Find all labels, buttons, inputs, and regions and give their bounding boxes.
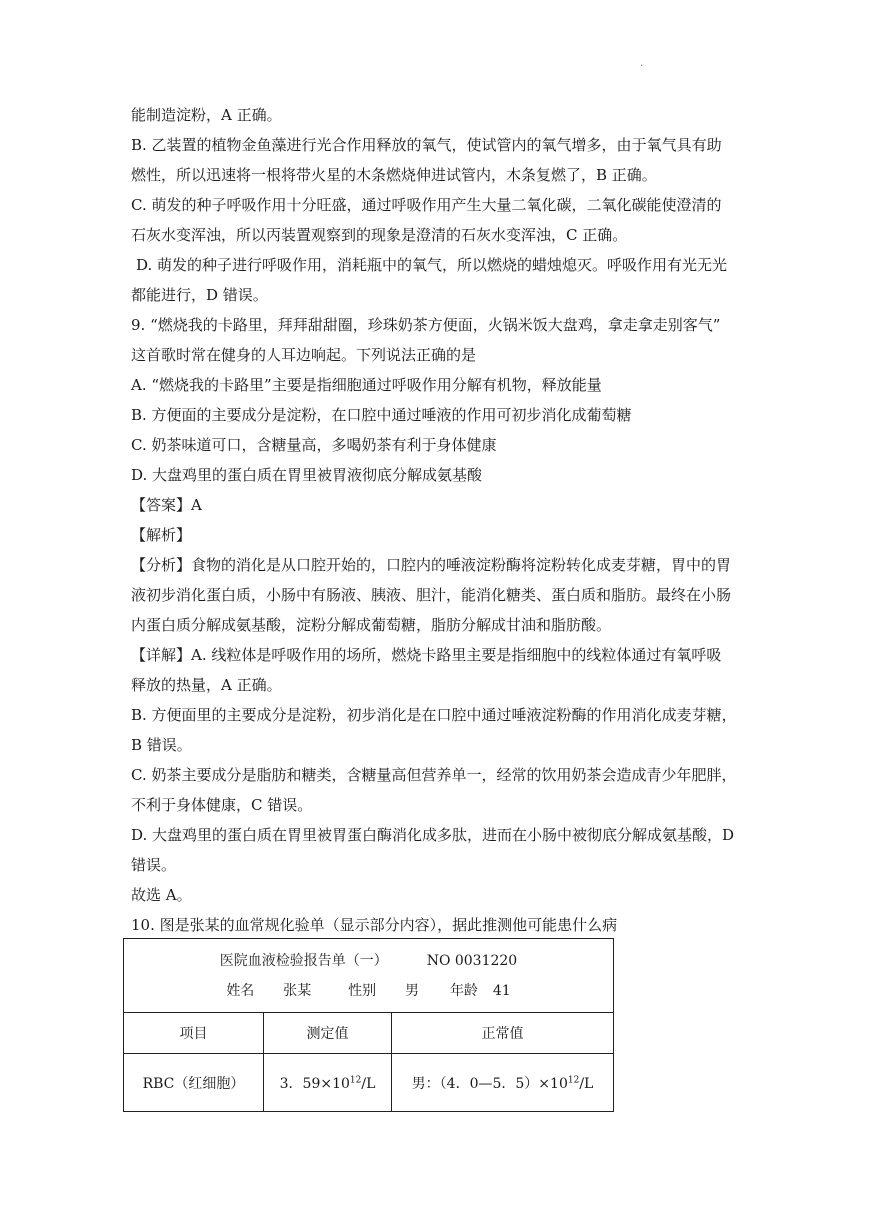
text-line: 液初步消化蛋白质，小肠中有肠液、胰液、胆汁，能消化糖类、蛋白质和脂肪。最终在小肠 — [131, 586, 732, 604]
text-line: 石灰水变浑浊，所以丙装置观察到的现象是澄清的石灰水变浑浊，C 正确。 — [131, 226, 628, 244]
report-header — [124, 939, 614, 1013]
text-line: C. 萌发的种子呼吸作用十分旺盛，通过呼吸作用产生大量二氧化碳，二氧化碳能使澄清的 — [131, 196, 722, 214]
blood-test-report — [123, 938, 614, 1112]
normal-unit: /L — [579, 1075, 594, 1092]
text-line: 燃性，所以迅速将一根将带火星的木条燃烧伸进试管内，木条复燃了，B 正确。 — [131, 166, 657, 184]
patient-sex: 男 — [405, 982, 420, 999]
text-line: 释放的热量，A 正确。 — [131, 676, 282, 694]
question-9: 9. “燃烧我的卡路里，拜拜甜甜圈，珍珠奶茶方便面，火锅米饭大盘鸡，拿走拿走别客气” — [131, 316, 721, 334]
rbc-item: RBC（红细胞） — [124, 1054, 264, 1112]
normal-exponent: 12 — [567, 1074, 580, 1085]
option-d: D. 大盘鸡里的蛋白质在胃里被胃液彻底分解成氨基酸 — [131, 466, 483, 484]
measured-unit: /L — [361, 1075, 376, 1092]
rbc-normal-range — [392, 1054, 614, 1112]
report-number: NO 0031220 — [426, 952, 518, 969]
normal-base: 男：（4．0—5．5）×10 — [411, 1075, 568, 1092]
text-line: 故选 A。 — [131, 886, 192, 904]
sex-label: 性别 — [348, 982, 377, 999]
measured-base: 3．59×10 — [279, 1075, 350, 1092]
question-10: 10. 图是张某的血常规化验单（显示部分内容），据此推测他可能患什么病 — [131, 916, 618, 934]
rbc-measured-value — [264, 1054, 392, 1112]
text-line: 【详解】A. 线粒体是呼吸作用的场所，燃烧卡路里主要是指细胞中的线粒体通过有氧呼吸 — [131, 646, 722, 664]
text-line: 内蛋白质分解成氨基酸，淀粉分解成葡萄糖，脂肪分解成甘油和脂肪酸。 — [131, 616, 612, 634]
text-line: 都能进行，D 错误。 — [131, 286, 268, 304]
option-b: B. 方便面的主要成分是淀粉，在口腔中通过唾液的作用可初步消化成葡萄糖 — [131, 406, 632, 424]
column-header-measured: 测定值 — [264, 1013, 392, 1054]
column-header-normal: 正常值 — [392, 1013, 614, 1054]
patient-info-row — [124, 976, 613, 1006]
column-header-item: 项目 — [124, 1013, 264, 1054]
text-line: 能制造淀粉，A 正确。 — [131, 106, 282, 124]
text-line: B. 乙装置的植物金鱼藻进行光合作用释放的氧气，使试管内的氧气增多，由于氧气具有助 — [131, 136, 722, 154]
report-title: 医院血液检验报告单（一） — [219, 952, 388, 969]
age-label: 年龄 — [449, 982, 478, 999]
option-a: A. “燃烧我的卡路里”主要是指细胞通过呼吸作用分解有机物，释放能量 — [131, 376, 602, 394]
page-marker: . — [640, 58, 644, 69]
answer-label: 【答案】A — [131, 496, 202, 514]
text-line: 错误。 — [131, 856, 177, 874]
text-line: B 错误。 — [131, 736, 192, 754]
text-line: D. 萌发的种子进行呼吸作用，消耗瓶中的氧气，所以燃烧的蜡烛熄灭。呼吸作用有光无光 — [136, 256, 728, 274]
text-line: 【分析】食物的消化是从口腔开始的，口腔内的唾液淀粉酶将淀粉转化成麦芽糖，胃中的胃 — [131, 556, 732, 574]
patient-name: 张某 — [283, 982, 312, 999]
text-line: C. 奶茶主要成分是脂肪和糖类，含糖量高但营养单一，经常的饮用奶茶会造成青少年肥胖， — [131, 766, 737, 784]
name-label: 姓名 — [226, 982, 255, 999]
analysis-heading: 【解析】 — [131, 526, 192, 544]
option-c: C. 奶茶味道可口，含糖量高，多喝奶茶有利于身体健康 — [131, 436, 497, 454]
measured-exponent: 12 — [349, 1074, 362, 1085]
text-line: B. 方便面里的主要成分是淀粉，初步消化是在口腔中通过唾液淀粉酶的作用消化成麦芽糖， — [131, 706, 737, 724]
report-title-row — [124, 946, 613, 976]
text-line: 不利于身体健康，C 错误。 — [131, 796, 313, 814]
text-line: D. 大盘鸡里的蛋白质在胃里被胃蛋白酶消化成多肽，进而在小肠中被彻底分解成氨基酸，D — [131, 826, 735, 844]
patient-age: 41 — [492, 982, 511, 999]
text-line: 这首歌时常在健身的人耳边响起。下列说法正确的是 — [131, 346, 477, 364]
